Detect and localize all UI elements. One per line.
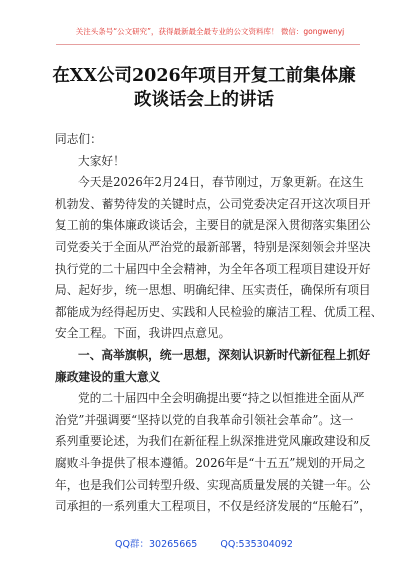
paragraph-line: 司承担的一系列重大工程项目，不仅是经济发展的“压舱石”， (55, 499, 371, 514)
paragraph-line: 年，也是我们公司转型升级、实现高质量发展的关键一年。公 (55, 477, 371, 492)
paragraph-line: 腐败斗争提供了根本遵循。2026年是“十五五”规划的开局之 (55, 455, 366, 470)
header-promo-note: 关注头条号“公文研究”，获得最新最全最专业的公文资料库！ 微信：gongwenyj (75, 27, 345, 36)
paragraph-section-1 (55, 388, 371, 518)
paragraph-line: 执行党的二十届四中全会精神，为全年各项工程项目建设开好 (55, 261, 371, 276)
salutation: 同志们： (55, 132, 102, 146)
paragraph-line: 安全工程。下面，我讲四点意见。 (55, 326, 231, 341)
heading-line: 廉政建设的重大意义 (55, 369, 161, 384)
title-line-1: 在XX公司2026年项目开复工前集体廉 (52, 66, 356, 86)
paragraph-line: 司党委关于全面从严治党的最新部署，特别是深刻领会并坚决 (55, 239, 371, 254)
header-divider (56, 44, 360, 45)
paragraph-opening (55, 172, 383, 345)
footer-qq: QQ:535304092 (220, 539, 293, 550)
paragraph-line: 机勃发、蓄势待发的关键时点，公司党委决定召开这次项目开 (55, 196, 371, 211)
paragraph-line: 今天是2026年2月24日，春节刚过，万象更新。在这生 (78, 175, 364, 190)
footer-contact (0, 536, 408, 550)
title-line-2: 政谈话会上的讲话 (134, 90, 274, 110)
paragraph-line: 党的二十届四中全会明确提出要“持之以恒推进全面从严 (78, 391, 365, 406)
section-heading-1 (55, 345, 371, 388)
paragraph-line: 复工前的集体廉政谈话会，主要目的就是深入贯彻落实集团公 (55, 218, 371, 233)
paragraph-line: 系列重要论述，为我们在新征程上纵深推进党风廉政建设和反 (55, 434, 371, 449)
document-title (30, 64, 378, 112)
footer-qq-group: QQ群：30265665 (115, 539, 198, 550)
document-body (55, 129, 383, 518)
paragraph-line: 都能成为经得起历史、实践和人民检验的廉洁工程、优质工程、 (55, 304, 383, 319)
paragraph-line: 治党”并强调要“坚持以党的自我革命引领社会革命”。这一 (55, 412, 354, 427)
paragraph-line: 局、起好步，统一思想、明确纪律、压实责任，确保所有项目 (55, 283, 371, 298)
greeting: 大家好！ (78, 153, 125, 168)
heading-line: 一、高举旗帜，统一思想，深刻认识新时代新征程上抓好 (78, 347, 371, 362)
